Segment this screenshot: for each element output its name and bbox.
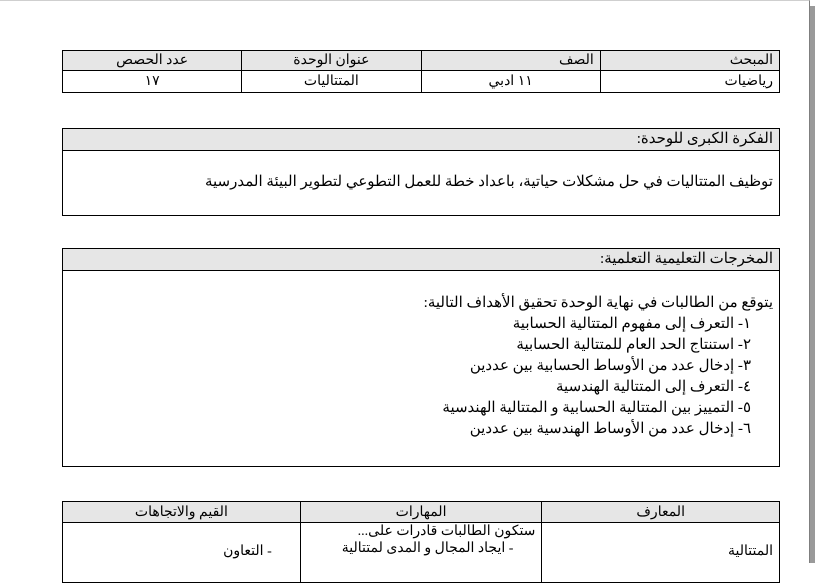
header-lesson-count: عدد الحصص (63, 51, 242, 71)
big-idea-title: الفكرة الكبرى للوحدة: (63, 129, 779, 151)
outcomes-box (62, 248, 780, 467)
header-unit-title: عنوان الوحدة (242, 51, 421, 71)
cell-knowledge (542, 523, 780, 583)
outcome-item: ٦- إدخال عدد من الأوساط الهندسية بين عددين (469, 421, 751, 437)
cell-values (63, 523, 301, 583)
outcome-item: ٢- استنتاج الحد العام للمتتالية الحسابية (516, 337, 751, 353)
page-shadow (810, 6, 815, 563)
cell-skills (300, 523, 542, 583)
knowledge-skills-values-table (62, 501, 780, 583)
unit-info-table (62, 50, 780, 93)
big-idea-text: توظيف المتتاليات في حل مشكلات حياتية، باعداد خطة للعمل التطوعي لتطوير البيئة المدرسية (204, 174, 773, 190)
header-skills: المهارات (300, 502, 542, 523)
outcome-item: ٤- التعرف إلى المتتالية الهندسية (556, 379, 751, 395)
header-subject: المبحث (600, 51, 779, 71)
outcomes-title: المخرجات التعليمية التعلمية: (63, 249, 779, 271)
header-values: القيم والاتجاهات (63, 502, 301, 523)
skills-intro: ستكون الطالبات قادرات على... (357, 524, 536, 539)
values-item: - التعاون (223, 544, 272, 559)
value-subject: رياضيات (600, 71, 779, 93)
skills-item: - ايجاد المجال و المدى لمتتالية (341, 541, 514, 556)
value-lesson-count: ١٧ (63, 71, 242, 93)
big-idea-box (62, 128, 780, 216)
outcome-item: ٣- إدخال عدد من الأوساط الحسابية بين عددين (469, 358, 751, 374)
value-grade: ١١ ادبي (421, 71, 600, 93)
outcome-item: ١- التعرف إلى مفهوم المتتالية الحسابية (512, 316, 751, 332)
header-grade: الصف (421, 51, 600, 71)
header-knowledge: المعارف (542, 502, 780, 523)
outcome-item: ٥- التمييز بين المتتالية الحسابية و المتتالية الهندسية (442, 400, 751, 416)
value-unit-title: المتتاليات (242, 71, 421, 93)
knowledge-text: المتتالية (728, 544, 773, 559)
outcomes-intro: يتوقع من الطالبات في نهاية الوحدة تحقيق الأهداف التالية: (423, 295, 773, 311)
